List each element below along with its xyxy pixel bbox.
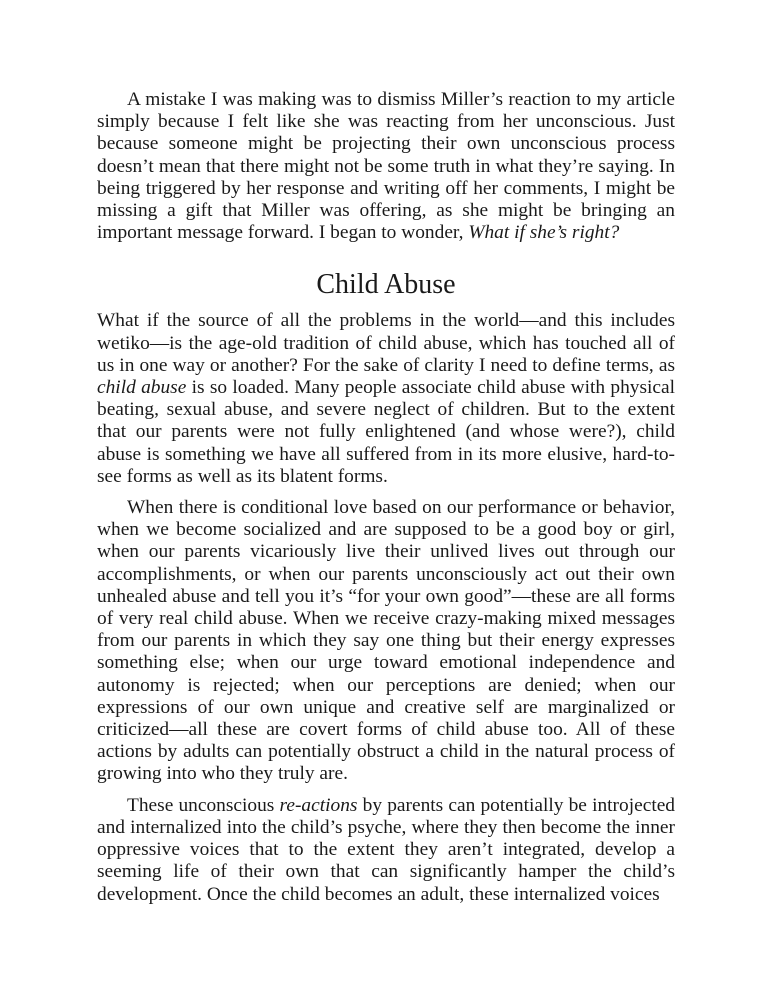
paragraph-text: What if the source of all the problems in the world—and this includes wetiko—is the age-old tradition of child abuse, which has touched all of us in one way or another? For the sake of clarity I need to define terms, as [97, 310, 675, 376]
italic-term: child abuse [97, 377, 187, 399]
italic-term: re-actions [279, 794, 358, 816]
paragraph-text: A mistake I was making was to dismiss Miller’s reaction to my article simply because I felt like she was reacting from her unconscious. Just because someone might be projecting their own unconscious process doesn’t mean that there might not be some truth in what they’re saying. In being triggered by her response and writing off her comments, I might be missing a gift that Miller was offering, as she might be bringing an important message forward. I began to wonder, [97, 89, 675, 244]
section-heading: Child Abuse [316, 269, 456, 301]
paragraph-reactions [97, 795, 675, 906]
paragraph-child-abuse-intro [97, 310, 675, 488]
paragraph-text: These unconscious [127, 794, 280, 816]
paragraph-text: is so loaded. Many people associate child abuse with physical beating, sexual abuse, and severe neglect of children. But to the extent that our parents were not fully enlightened (and whose were?), child abuse is something we have all suffered from in its more elusive, hard-to-see forms as well as its blatent forms. [97, 377, 676, 487]
book-page [97, 89, 675, 906]
paragraph-miller-reaction [97, 89, 675, 244]
paragraph-conditional-love: When there is conditional love based on our performance or behavior, when we become socialized and are supposed to be a good boy or girl, when our parents vicariously live their unlived lives out through our accomplishments, or when our parents unconsciously act out their own unhealed abuse and tell you it’s “for your own good”—these are all forms of very real child abuse. When we receive crazy-making mixed messages from our parents in which they say one thing but their energy expresses something else; when our urge toward emotional independence and autonomy is rejected; when our perceptions are denied; when our expressions of our own unique and creative self are marginalized or criticized—all these are covert forms of child abuse too. All of these actions by adults can potentially obstruct a child in the natural process of growing into who they truly are. [97, 497, 675, 785]
italic-question: What if she’s right? [468, 222, 620, 244]
paragraph-text: by parents can potentially be introjected and internalized into the child’s psyche, where they then become the inner oppressive voices that to the extent they aren’t integrated, develop a seeming life of their own that can significantly hamper the child’s development. Once the child becomes an adult, these internalized voices [97, 794, 676, 905]
